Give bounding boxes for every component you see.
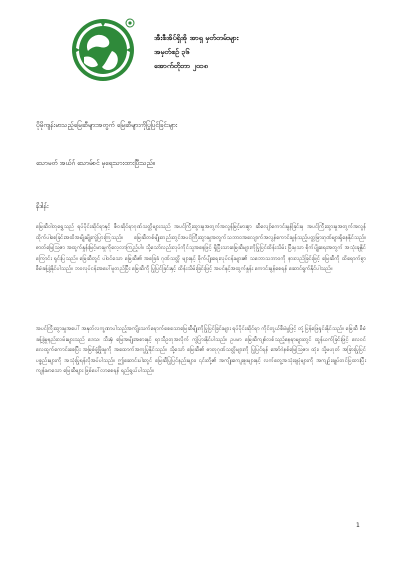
issue-number: အမှတ်စဉ် ၃၆: [154, 48, 190, 56]
article-subject: ပိုမိုကျန်းမာသည့်မြေဆီများအတွက် မြေဆီများကိုပြုပြင်ခြင်းများ: [36, 122, 178, 129]
paragraph-2: အပင်ကြီးထွားမှုအပေါ် အနုတ်လက္ခဏာပါသည့်အကျိုးသက်ရောက်စေသောမြေဆီမျိုးကိုပြုပြင်ခြင်းများ ရုပ်ပိုင်းဆိုင်ရာ ကိုင်တွယ်စီမံမှုဖြင့် တုံ့ပြန်ဖြေရှင်းနိုင်သည်။ မြေဆီ စီမံခန့်ခွဲမှုနည်းလမ်းများသည် ဒေသ၊ သီးနှံ၊ မြေအမျိုးအစားနှင့် ရာသီဥတုအလိုက် ကွဲပြားနိုင်ပါသည်။ ဥပမာ မြေဆီကျစ်လစ်သည့်နေရာများတွင် ထွန်ယက်ခြင်းဖြင့် လေဝင်လေထွက်ကောင်းစေပြီး အမြစ်ဖွံ့ဖြိုးမှုကို အထောက်အကူပြုနိုင်သည်။ သို့သော် မြေဆီ၏ ဓာတုဂုဏ်သတ္တိများကို ပြုပြင်ရန် အော်ဂဲနစ်မြေဩဇာ၊ ထုံး၊ သို့မဟုတ် အခြားပြုပြင်ပစ္စည်းများကို အသုံးပြုရန်လိုအပ်ပါသည်။ ဤဆောင်းပါးတွင် မြေဆီပြုပြင်နည်းများ၊ ၎င်းတို့၏ အကျိုးကျေးဇူးများနှင့် လက်တွေ့အသုံးချပုံများကို အကျဉ်းချုပ်တင်ပြထားပြီး ကျန်းမာသော မြေဆီများ ဖြစ်ပေါ်လာစေရန် ရည်ရွယ်ပါသည်။: [36, 326, 366, 375]
issue-date: အောက်တိုဘာ ၂၀၁၈: [154, 62, 208, 70]
ecsho-globe-leaf-logo: [70, 17, 136, 83]
publication-title: အီးစီအိပ်ရှိအို အာရှ မှတ်တမ်းများ: [154, 34, 239, 42]
section-heading-introduction: နိဒါန်း: [36, 203, 49, 210]
article-author: သောမတ် အယ်ဂ် သောမ်စင် မှရေးသားထားပြီးသည်။: [36, 160, 155, 167]
paragraph-1: မြေဆီဝါတုရွှေသည် ရုပ်ပိုင်းဆိုင်ရာနှင့် ဇီဝဆိုင်ရာဂုဏ်သတ္တိများသည် အပင်ကြီးထွားမှုအတွက်အလွန်မြင့်မားစွာ ဆီလျော်ကောင်းမွန်ခြင်းမှ အပင်ကြီးထွားမှုအတွက်အလွန်ထိုက်ပါစေခြင်းအထိအမျိုးမျိုးကွဲပြားကြသည်။ မြေဆီတစ်မျိုးတည်းတွင်အပင်ကြီးထွားမှုအတွက်သဘာဝအလျောက်အလွန်ကောင်းမွန်သည့်ပတ္တမြားဂုဏ်များရှိနေနိုင်သည်။ ဓာတ်မြေဩဇာ အထွက်နှုန်းမြင့်မားမှုကိုလေ့လာကြည့်ပါ။ သို့သော်လည်းလုပ်ကိုင်သူအနေဖြင့် ရှိပြီးသားမြေဆီများကိုပြုပြင်ထိန်းသိမ်း ပြီးမှသာ စိုက်ပျိုးရေးအတွက် အသုံးချနိုင်ကြောင်း ရှင်းပြသည်။ မြေဆီတွင် ပါဝင်သော မြေဆီ၏ အခြေခံ ဂုဏ်သတ္တိ များနှင့် စိုက်ပျိုးရေးလုပ်ငန်းများ၏ သဘောသဘာဝကို နားလည်ခြင်းဖြင့် မြေဆီကို ထိရောက်စွာ စီမံခန့်ခွဲနိုင်ပါသည်။ ဘဝလုပ်ငန်းအပေါ်မူတည်ပြီး မြေဆီကို ပြုပြင်ခြင်းနှင့် ထိန်းသိမ်းခြင်းဖြင့် အပင်နှင့်အထွက်နှုန်း ကောင်းမွန်စေရန် ဆောင်ရွက်နိုင်ပါသည်။: [36, 224, 366, 273]
publication-header: [154, 31, 354, 73]
page-number: 1: [356, 522, 360, 529]
